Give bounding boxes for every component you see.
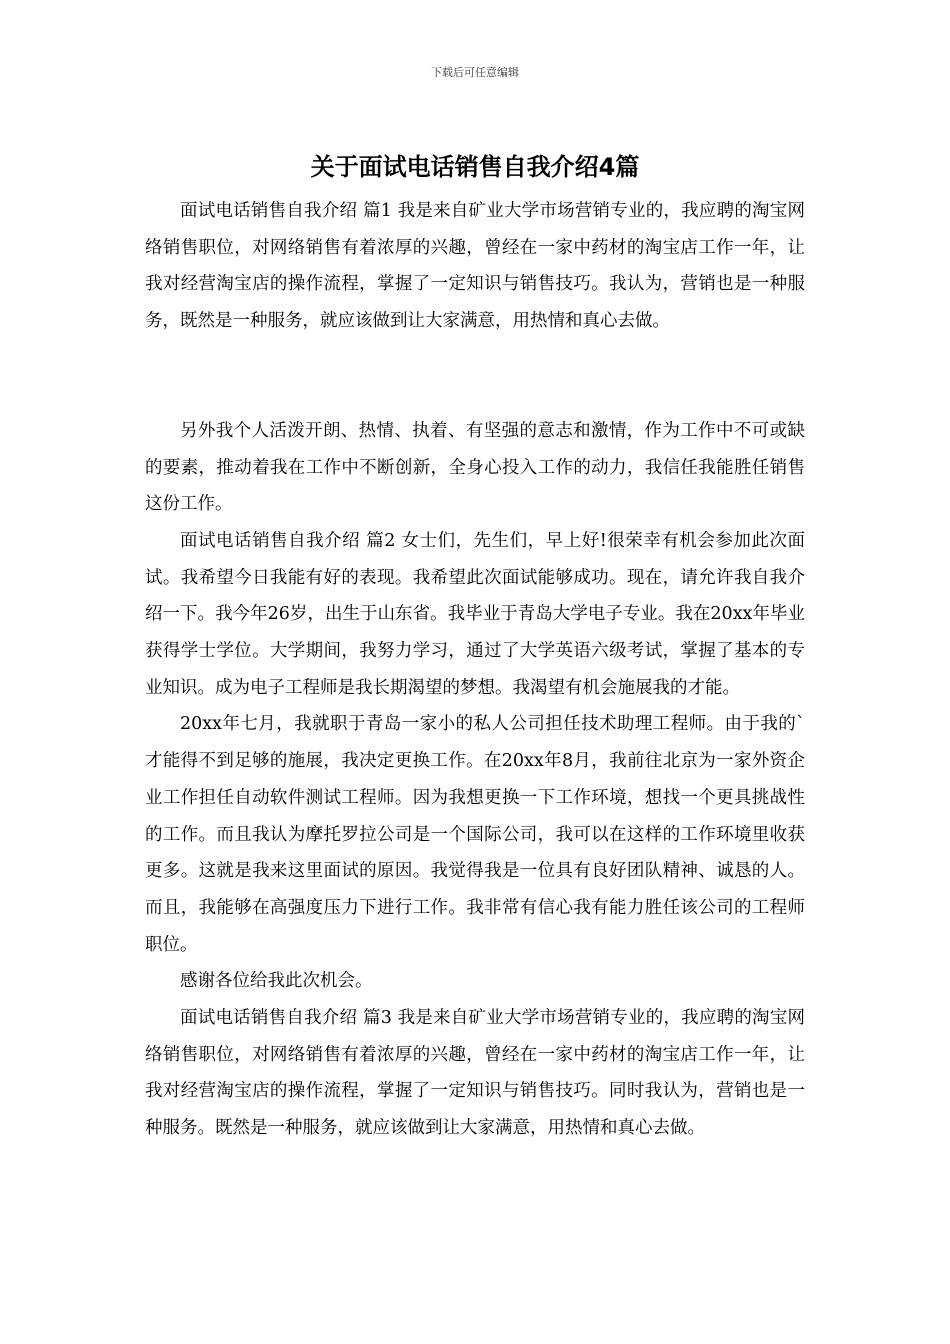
paragraph-work-history: 20xx年七月，我就职于青岛一家小的私人公司担任技术助理工程师。由于我的`才能得不到足够的施展，我决定更换工作。在20xx年8月，我前往北京为一家外资企业工作担任自动软件测试工程师。因为我想更换一下工作环境，想找一个更具挑战性的工作。而且我认为摩托罗拉公司是一个国际公司，我可以在这样的工作环境里收获更多。这就是我来这里面试的原因。我觉得我是一位具有良好团队精神、诚恳的人。而且，我能够在高强度压力下进行工作。我非常有信心我有能力胜任该公司的工程师职位。 [145, 714, 805, 955]
paragraph-gap [145, 340, 805, 413]
paragraph-intro-1: 面试电话销售自我介绍 篇1 我是来自矿业大学市场营销专业的，我应聘的淘宝网络销售职位，对网络销售有着浓厚的兴趣，曾经在一家中药材的淘宝店工作一年，让我对经营淘宝店的操作流程，掌握了一定知识与销售技巧。我认为，营销也是一种服务，既然是一种服务，就应该做到让大家满意，用热情和真心去做。 [145, 201, 805, 332]
paragraph-intro-3: 面试电话销售自我介绍 篇3 我是来自矿业大学市场营销专业的，我应聘的淘宝网络销售职位，对网络销售有着浓厚的兴趣，曾经在一家中药材的淘宝店工作一年，让我对经营淘宝店的操作流程，掌握了一定知识与销售技巧。同时我认为，营销也是一种服务。既然是一种服务，就应该做到让大家满意，用热情和真心去做。 [145, 1008, 805, 1139]
paragraph-personality: 另外我个人活泼开朗、热情、执着、有坚强的意志和激情，作为工作中不可或缺的要素，推动着我在工作中不断创新，全身心投入工作的动力，我信任我能胜任销售这份工作。 [145, 420, 805, 515]
header-note: 下载后可任意编辑 [431, 66, 519, 79]
document-body [145, 193, 805, 1147]
document-title: 关于面试电话销售自我介绍4篇 [310, 153, 640, 181]
paragraph-intro-2: 面试电话销售自我介绍 篇2 女士们，先生们，早上好!很荣幸有机会参加此次面试。我希望今日我能有好的表现。我希望此次面试能够成功。现在，请允许我自我介绍一下。我今年26岁，出生于山东省。我毕业于青岛大学电子专业。我在20xx年毕业获得学士学位。大学期间，我努力学习，通过了大学英语六级考试，掌握了基本的专业知识。成为电子工程师是我长期渴望的梦想。我渴望有机会施展我的才能。 [145, 530, 805, 698]
paragraph-thanks: 感谢各位给我此次机会。 [180, 971, 373, 992]
